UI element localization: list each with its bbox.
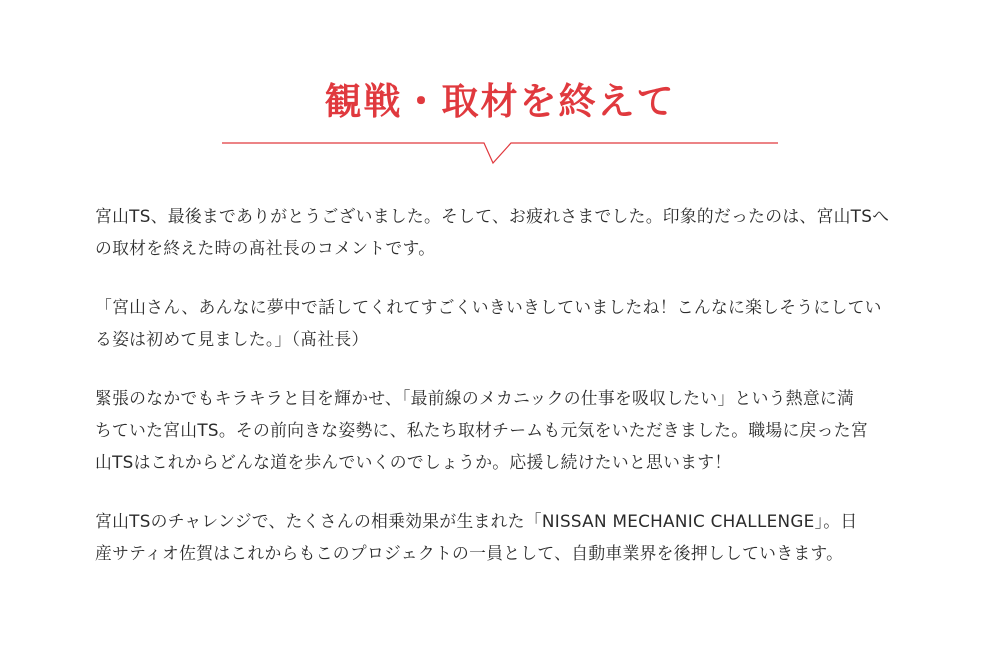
paragraph-line: 産サティオ佐賀はこれからもこのプロジェクトの一員として、自動車業界を後押ししていきます。 (95, 543, 844, 563)
paragraph-line: ちていた宮山TS。その前向きな姿勢に、私たち取材チームも元気をいただきました。職場に戻った宮 (95, 420, 868, 440)
speech-divider (222, 140, 778, 166)
paragraph-line: 山TSはこれからどんな道を歩んでいくのでしょうか。応援し続けたいと思います！ (95, 452, 732, 472)
paragraph-line: 宮山TS、最後まであ​りがとうございました。そして、お疲れさまでした。印象的だったのは、宮山TSへ (95, 206, 890, 226)
paragraph-line: 宮山TSのチャレンジで、たくさんの相乗効果が生まれた「NISSAN MECHANIC CHALLENGE」。日 (95, 511, 858, 531)
paragraph-reflection (95, 382, 910, 478)
paragraph-line: 「宮山さん、あんなに夢中で話してくれてすごくいきいきしていましたね！こんなに楽しそうにしてい (95, 297, 882, 317)
section-heading: 観戦・取材を終えて (324, 80, 676, 123)
paragraph-line: の取材を終えた時の髙社長のコメントです。 (95, 238, 436, 258)
divider-line (222, 143, 778, 163)
paragraph-line: 緊張のなかでもキラキラと目を輝かせ、「最前線のメカニックの仕事を吸収したい」という熱意に満 (95, 388, 855, 408)
paragraph-line: る姿は初めて見ました。」（髙社長） (95, 329, 369, 349)
paragraph-closing (95, 505, 910, 569)
paragraph-quote (95, 291, 910, 355)
article-body (95, 200, 910, 596)
paragraph-intro (95, 200, 910, 264)
